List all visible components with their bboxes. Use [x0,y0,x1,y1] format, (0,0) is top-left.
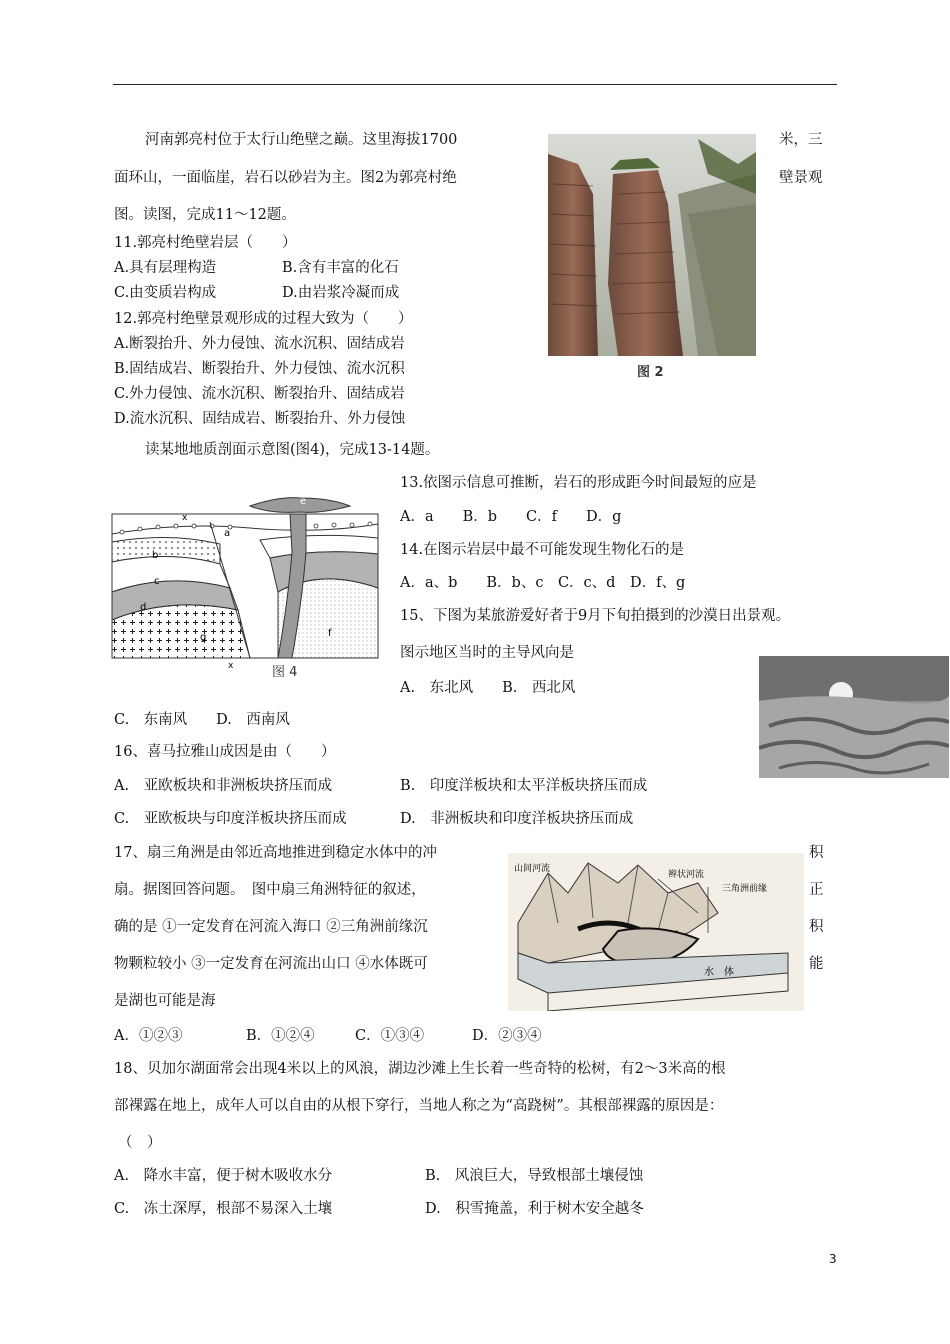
q11-option-c: C.由变质岩构成 [114,285,217,301]
q16-option-c: C. 亚欧板块与印度洋板块挤压而成 [114,811,347,827]
figure-4-caption: 图 4 [272,665,298,680]
q14-options: A．a、b B．b、c C．c、d D．f、g [400,575,686,591]
q17-line4: 物颗粒较小 ③一定发育在河流出山口 ④水体既可 [114,956,428,972]
page-number: 3 [829,1252,837,1266]
q17-line1-right: 积 [809,845,824,861]
q18-option-a: A. 降水丰富，便于树木吸收水分 [114,1168,333,1184]
header-rule [113,84,837,85]
q18-option-b: B. 风浪巨大，导致根部土壤侵蚀 [425,1168,644,1184]
q12-option-d: D.流水沉积、固结成岩、断裂抬升、外力侵蚀 [114,411,406,427]
q18-line1: 18、贝加尔湖面常会出现4米以上的风浪，湖边沙滩上生长着一些奇特的松树，有2～3米高的根 [114,1061,726,1077]
q18-line2: 部裸露在地上，成年人可以自由的从根下穿行，当地人称之为“高跷树”。其根部裸露的原因是： [114,1098,724,1114]
q14-stem: 14.在图示岩层中最不可能发现生物化石的是 [400,542,685,558]
figure-2-cliff-photo [548,134,756,356]
q12-option-a: A.断裂抬升、外力侵蚀、流水沉积、固结成岩 [114,336,405,352]
q17-line2-right: 正 [809,882,824,898]
figure-4-label-d: d [140,602,147,613]
q11-stem: 11.郭亮村绝壁岩层（ ） [114,235,297,251]
q11-intro-line2: 面环山，一面临崖，岩石以砂岩为主。图2为郭亮村绝 [114,170,457,186]
q15-stem: 15、下图为某旅游爱好者于9月下旬拍摄到的沙漠日出景观。 [400,608,791,624]
q18-option-d: D. 积雪掩盖，利于树木安全越冬 [425,1201,644,1217]
fan-delta-label-water-body: 水 体 [704,967,734,978]
q16-option-a: A. 亚欧板块和非洲板块挤压而成 [114,778,333,794]
fan-delta-label-delta-front: 三角洲前缘 [722,884,768,894]
figure-4-label-b: b [152,550,159,561]
figure-2-caption: 图 2 [637,365,664,380]
q15-options-line1: A. 东北风 B. 西北风 [400,680,576,696]
fan-delta-label-braided-river: 辫状河流 [668,870,705,880]
q17-line1: 17、扇三角洲是由邻近高地推进到稳定水体中的冲 [114,845,437,861]
q13-intro: 读某地地质剖面示意图(图4)，完成13-14题。 [145,442,440,458]
q17-option-a: A．①②③ [114,1028,183,1044]
q12-option-c: C.外力侵蚀、流水沉积、断裂抬升、固结成岩 [114,386,405,402]
desert-sunrise-photo [759,656,949,778]
q18-option-c: C. 冻土深厚，根部不易深入土壤 [114,1201,333,1217]
figure-fan-delta [508,853,804,1011]
q17-line3-right: 积 [809,919,824,935]
q11-intro-line2-right: 壁景观 [779,170,823,186]
figure-4-label-x-bottom: x [228,661,234,671]
q16-stem: 16、喜马拉雅山成因是由（ ） [114,744,336,760]
figure-4-geologic-section [110,492,382,682]
q11-intro-line3: 图。读图，完成11～12题。 [114,207,296,223]
fan-delta-label-mountain-river: 山间河流 [514,864,551,874]
q18-line3: （ ） [118,1135,162,1151]
figure-4-label-a: a [224,528,231,539]
q15-stem2: 图示地区当时的主导风向是 [400,645,574,661]
q17-option-b: B．①②④ [246,1028,315,1044]
q17-option-c: C．①③④ [355,1028,425,1044]
q15-options-line2: C. 东南风 D. 西南风 [114,712,290,728]
q13-options: A．a B．b C．f D．g [400,509,622,525]
q12-option-b: B.固结成岩、断裂抬升、外力侵蚀、流水沉积 [114,361,405,377]
q11-intro-line1-right: 米，三 [779,132,823,148]
q17-option-d: D．②③④ [472,1028,542,1044]
q13-stem: 13.依图示信息可推断，岩石的形成距今时间最短的应是 [400,475,757,491]
q11-option-b: B.含有丰富的化石 [282,260,399,276]
q11-option-a: A.具有层理构造 [114,260,217,276]
figure-4-label-e: f [328,628,332,639]
q16-option-d: D. 非洲板块和印度洋板块挤压而成 [400,811,634,827]
figure-4-label-g: g [200,632,207,643]
q11-intro-line1: 河南郭亮村位于太行山绝壁之巅。这里海拔1700 [145,132,458,148]
figure-4-label-x-top: x [182,513,188,523]
q16-option-b: B. 印度洋板块和太平洋板块挤压而成 [400,778,648,794]
figure-4-label-f: e [300,496,307,507]
q17-line5: 是湖也可能是海 [114,993,216,1009]
q11-option-d: D.由岩浆冷凝而成 [282,285,400,301]
q12-stem: 12.郭亮村绝壁景观形成的过程大致为（ ） [114,311,413,327]
q17-line4-right: 能 [809,956,824,972]
q17-line3: 确的是 ①一定发育在河流入海口 ②三角洲前缘沉 [114,919,428,935]
q17-line2: 扇。据图回答问题。 图中扇三角洲特征的叙述， [114,882,426,898]
figure-4-label-c: c [154,576,160,587]
